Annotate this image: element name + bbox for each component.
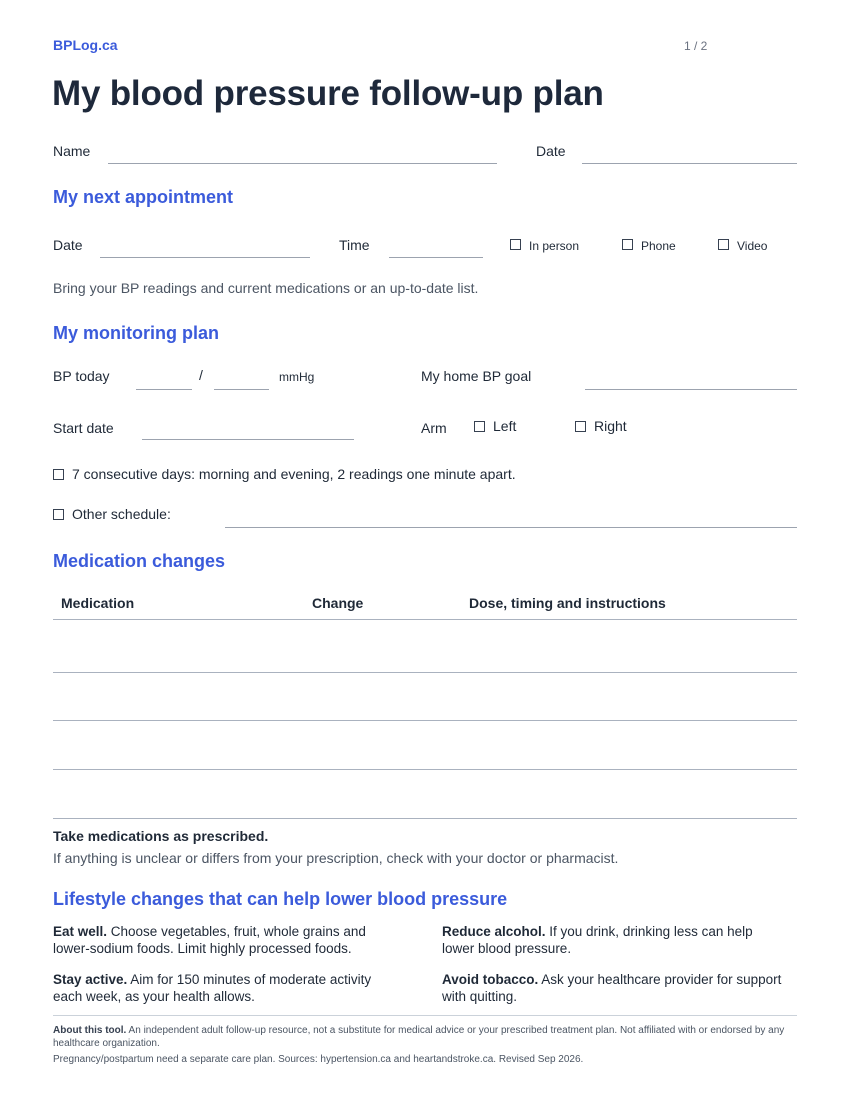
lifestyle-reduce-alcohol	[442, 923, 787, 957]
goal-label: My home BP goal	[421, 368, 532, 384]
lifestyle-eat-well	[53, 923, 398, 957]
footer-divider	[53, 1015, 797, 1016]
start-date-label: Start date	[53, 420, 114, 436]
lifestyle-item-text: Choose vegetables, fruit, whole grains and lower-sodium foods. Limit highly processed foods.	[53, 924, 366, 956]
video-checkbox[interactable]	[718, 239, 729, 250]
lifestyle-avoid-tobacco	[442, 971, 787, 1005]
schedule-label: 7 consecutive days: morning and evening, 2 readings one minute apart.	[72, 466, 516, 482]
medications-heading: Medication changes	[53, 551, 226, 571]
col-medication: Medication	[61, 595, 135, 611]
appointment-note: Bring your BP readings and current medications or an up-to-date list.	[53, 280, 479, 296]
col-change: Change	[312, 595, 364, 611]
lifestyle-item-title: Avoid tobacco.	[442, 972, 539, 987]
appointment-time-label: Time	[339, 237, 370, 253]
appointment-time-field[interactable]	[389, 257, 483, 258]
medication-note-title: Take medications as prescribed.	[53, 828, 269, 844]
arm-right-label: Right	[594, 418, 627, 434]
about-tool	[53, 1024, 798, 1050]
in-person-label: In person	[529, 239, 580, 253]
date-field[interactable]	[582, 163, 797, 164]
start-date-field[interactable]	[142, 439, 354, 440]
page-title: My blood pressure follow-up plan	[52, 74, 604, 113]
phone-label: Phone	[641, 239, 676, 253]
lifestyle-stay-active	[53, 971, 398, 1005]
lifestyle-item-title: Reduce alcohol.	[442, 924, 546, 939]
arm-left-checkbox[interactable]	[474, 421, 485, 432]
lifestyle-item-title: Eat well.	[53, 924, 108, 939]
lifestyle-item-text: Aim for 150 minutes of moderate activity each week, as your health allows.	[53, 972, 372, 1004]
medication-note: If anything is unclear or differs from your prescription, check with your doctor or pharmacist.	[53, 850, 619, 866]
in-person-checkbox[interactable]	[510, 239, 521, 250]
other-schedule-label: Other schedule:	[72, 506, 171, 522]
systolic-field[interactable]	[136, 389, 192, 390]
col-dose: Dose, timing and instructions	[469, 595, 666, 611]
video-label: Video	[737, 239, 768, 253]
page-number: 1 / 2	[684, 39, 708, 53]
arm-right-checkbox[interactable]	[575, 421, 586, 432]
about-tool-title: About this tool.	[53, 1025, 127, 1036]
other-schedule-field[interactable]	[225, 527, 797, 528]
appointment-date-field[interactable]	[100, 257, 310, 258]
about-tool-text: An independent adult follow-up resource, not a substitute for medical advice or your prescribed treatment plan. Not affiliated with or endorsed by any healthcare organization.	[53, 1025, 785, 1049]
appointment-heading: My next appointment	[53, 187, 234, 207]
table-row[interactable]	[53, 672, 797, 673]
arm-label: Arm	[421, 420, 447, 436]
table-header-divider	[53, 619, 797, 620]
bp-today-label: BP today	[53, 368, 110, 384]
sources-note: Pregnancy/postpartum need a separate care plan. Sources: hypertension.ca and heartandstroke.ca. Revised Sep 2026.	[53, 1054, 584, 1065]
date-label: Date	[536, 143, 566, 159]
table-row[interactable]	[53, 720, 797, 721]
lifestyle-heading: Lifestyle changes that can help lower blood pressure	[53, 889, 508, 909]
bp-unit: mmHg	[279, 370, 315, 384]
schedule-checkbox[interactable]	[53, 469, 64, 480]
lifestyle-item-title: Stay active.	[53, 972, 128, 987]
monitoring-heading: My monitoring plan	[53, 323, 219, 343]
appointment-date-label: Date	[53, 237, 83, 253]
diastolic-field[interactable]	[214, 389, 269, 390]
goal-field[interactable]	[585, 389, 797, 390]
phone-checkbox[interactable]	[622, 239, 633, 250]
table-row[interactable]	[53, 769, 797, 770]
name-label: Name	[53, 143, 91, 159]
lifestyle-item-text: If you drink, drinking less can help lower blood pressure.	[442, 924, 753, 956]
arm-left-label: Left	[493, 418, 517, 434]
brand-logo: BPLog.ca	[53, 37, 118, 53]
table-row[interactable]	[53, 818, 797, 819]
bp-slash: /	[199, 367, 203, 383]
name-field[interactable]	[108, 163, 497, 164]
lifestyle-item-text: Ask your healthcare provider for support with quitting.	[442, 972, 782, 1004]
other-schedule-checkbox[interactable]	[53, 509, 64, 520]
